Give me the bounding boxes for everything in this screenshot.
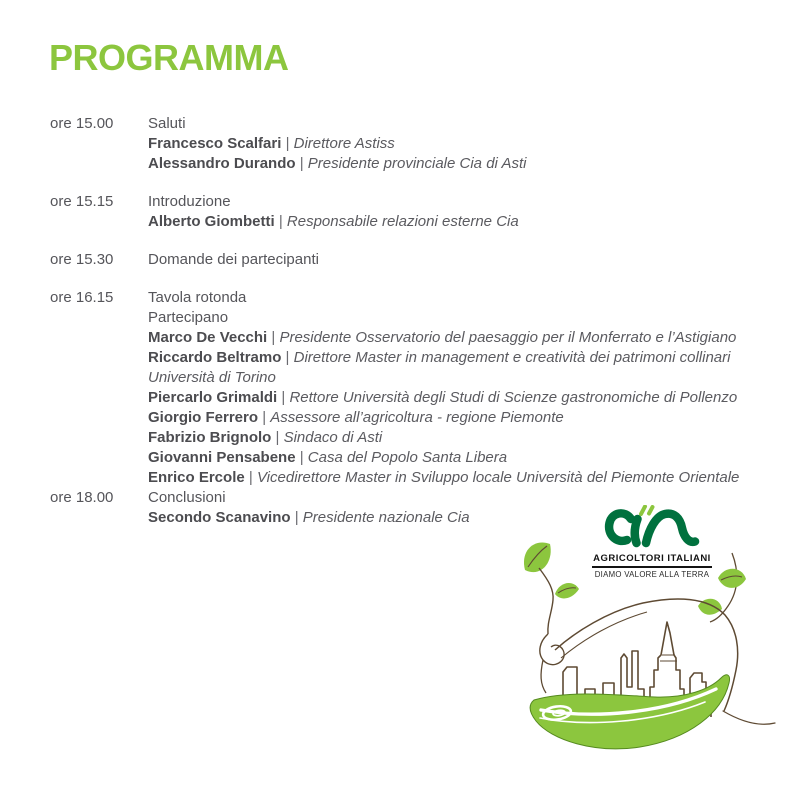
entry-lines (148, 114, 762, 174)
entry-lines (148, 192, 762, 232)
person-line (148, 448, 762, 468)
separator: | (267, 329, 280, 346)
person-role: Vicedirettore Master in Sviluppo locale Università del Piemonte Orientale (256, 469, 740, 486)
person-line (148, 154, 762, 174)
person-line (148, 212, 762, 232)
entry-lines (148, 250, 762, 270)
separator: | (295, 449, 308, 466)
role-continuation: Università di Torino (148, 369, 276, 386)
person-role: Direttore Master in management e creatività dei patrimoni collinari (293, 349, 731, 366)
item-line: Conclusioni (148, 489, 226, 506)
person-role: Direttore Astiss (293, 135, 395, 152)
person-role: Rettore Università degli Studi di Scienze gastronomiche di Pollenzo (289, 389, 738, 406)
person-line (148, 388, 762, 408)
separator: | (274, 213, 287, 230)
page-title: PROGRAMMA (49, 37, 289, 78)
person-line (148, 348, 762, 368)
city-leaf-illustration-icon (513, 537, 785, 794)
person-role: Sindaco di Asti (283, 429, 383, 446)
person-name: Alberto Giombetti (148, 213, 275, 230)
schedule-entry (50, 192, 762, 232)
separator: | (281, 349, 294, 366)
logo-tagline-secondary: DIAMO VALORE ALLA TERRA (594, 570, 710, 579)
person-name: Giorgio Ferrero (148, 409, 259, 426)
person-role: Casa del Popolo Santa Libera (307, 449, 508, 466)
time-label: ore 15.15 (50, 193, 114, 210)
person-name: Francesco Scalfari (148, 135, 282, 152)
item-line: Tavola rotonda (148, 289, 247, 306)
person-name: Riccardo Beltramo (148, 349, 282, 366)
person-name: Enrico Ercole (148, 469, 245, 486)
item-line (148, 368, 762, 388)
time-label: ore 15.00 (50, 115, 114, 132)
person-role: Responsabile relazioni esterne Cia (286, 213, 519, 230)
entry-lines (148, 288, 762, 488)
separator: | (290, 509, 303, 526)
person-name: Marco De Vecchi (148, 329, 268, 346)
person-name: Secondo Scanavino (148, 509, 291, 526)
person-line (148, 134, 762, 154)
person-line (148, 408, 762, 428)
schedule-entry (50, 250, 762, 270)
left-vine-icon (524, 543, 579, 634)
person-name: Fabrizio Brignolo (148, 429, 272, 446)
item-line: Introduzione (148, 193, 231, 210)
schedule-entry (50, 288, 762, 488)
person-role: Presidente provinciale Cia di Asti (307, 155, 527, 172)
person-line (148, 428, 762, 448)
person-name: Piercarlo Grimaldi (148, 389, 278, 406)
person-role: Assessore all’agricoltura - regione Piemonte (270, 409, 564, 426)
schedule-entry (50, 114, 762, 174)
separator: | (244, 469, 257, 486)
schedule (50, 114, 762, 546)
person-line (148, 328, 762, 348)
time-label: ore 15.30 (50, 251, 114, 268)
logo-tagline-primary: AGRICOLTORI ITALIANI (593, 553, 711, 564)
separator: | (271, 429, 284, 446)
item-line: Partecipano (148, 309, 229, 326)
person-role: Presidente nazionale Cia (302, 509, 470, 526)
person-line (148, 468, 762, 488)
separator: | (295, 155, 308, 172)
flourish-icon (723, 711, 775, 724)
person-name: Giovanni Pensabene (148, 449, 296, 466)
time-label: ore 16.15 (50, 289, 114, 306)
person-name: Alessandro Durando (148, 155, 296, 172)
separator: | (281, 135, 294, 152)
person-role: Presidente Osservatorio del paesaggio per il Monferrato e l’Astigiano (279, 329, 737, 346)
separator: | (277, 389, 290, 406)
separator: | (258, 409, 271, 426)
time-label: ore 18.00 (50, 489, 114, 506)
item-line: Domande dei partecipanti (148, 251, 319, 268)
item-line: Saluti (148, 115, 186, 132)
